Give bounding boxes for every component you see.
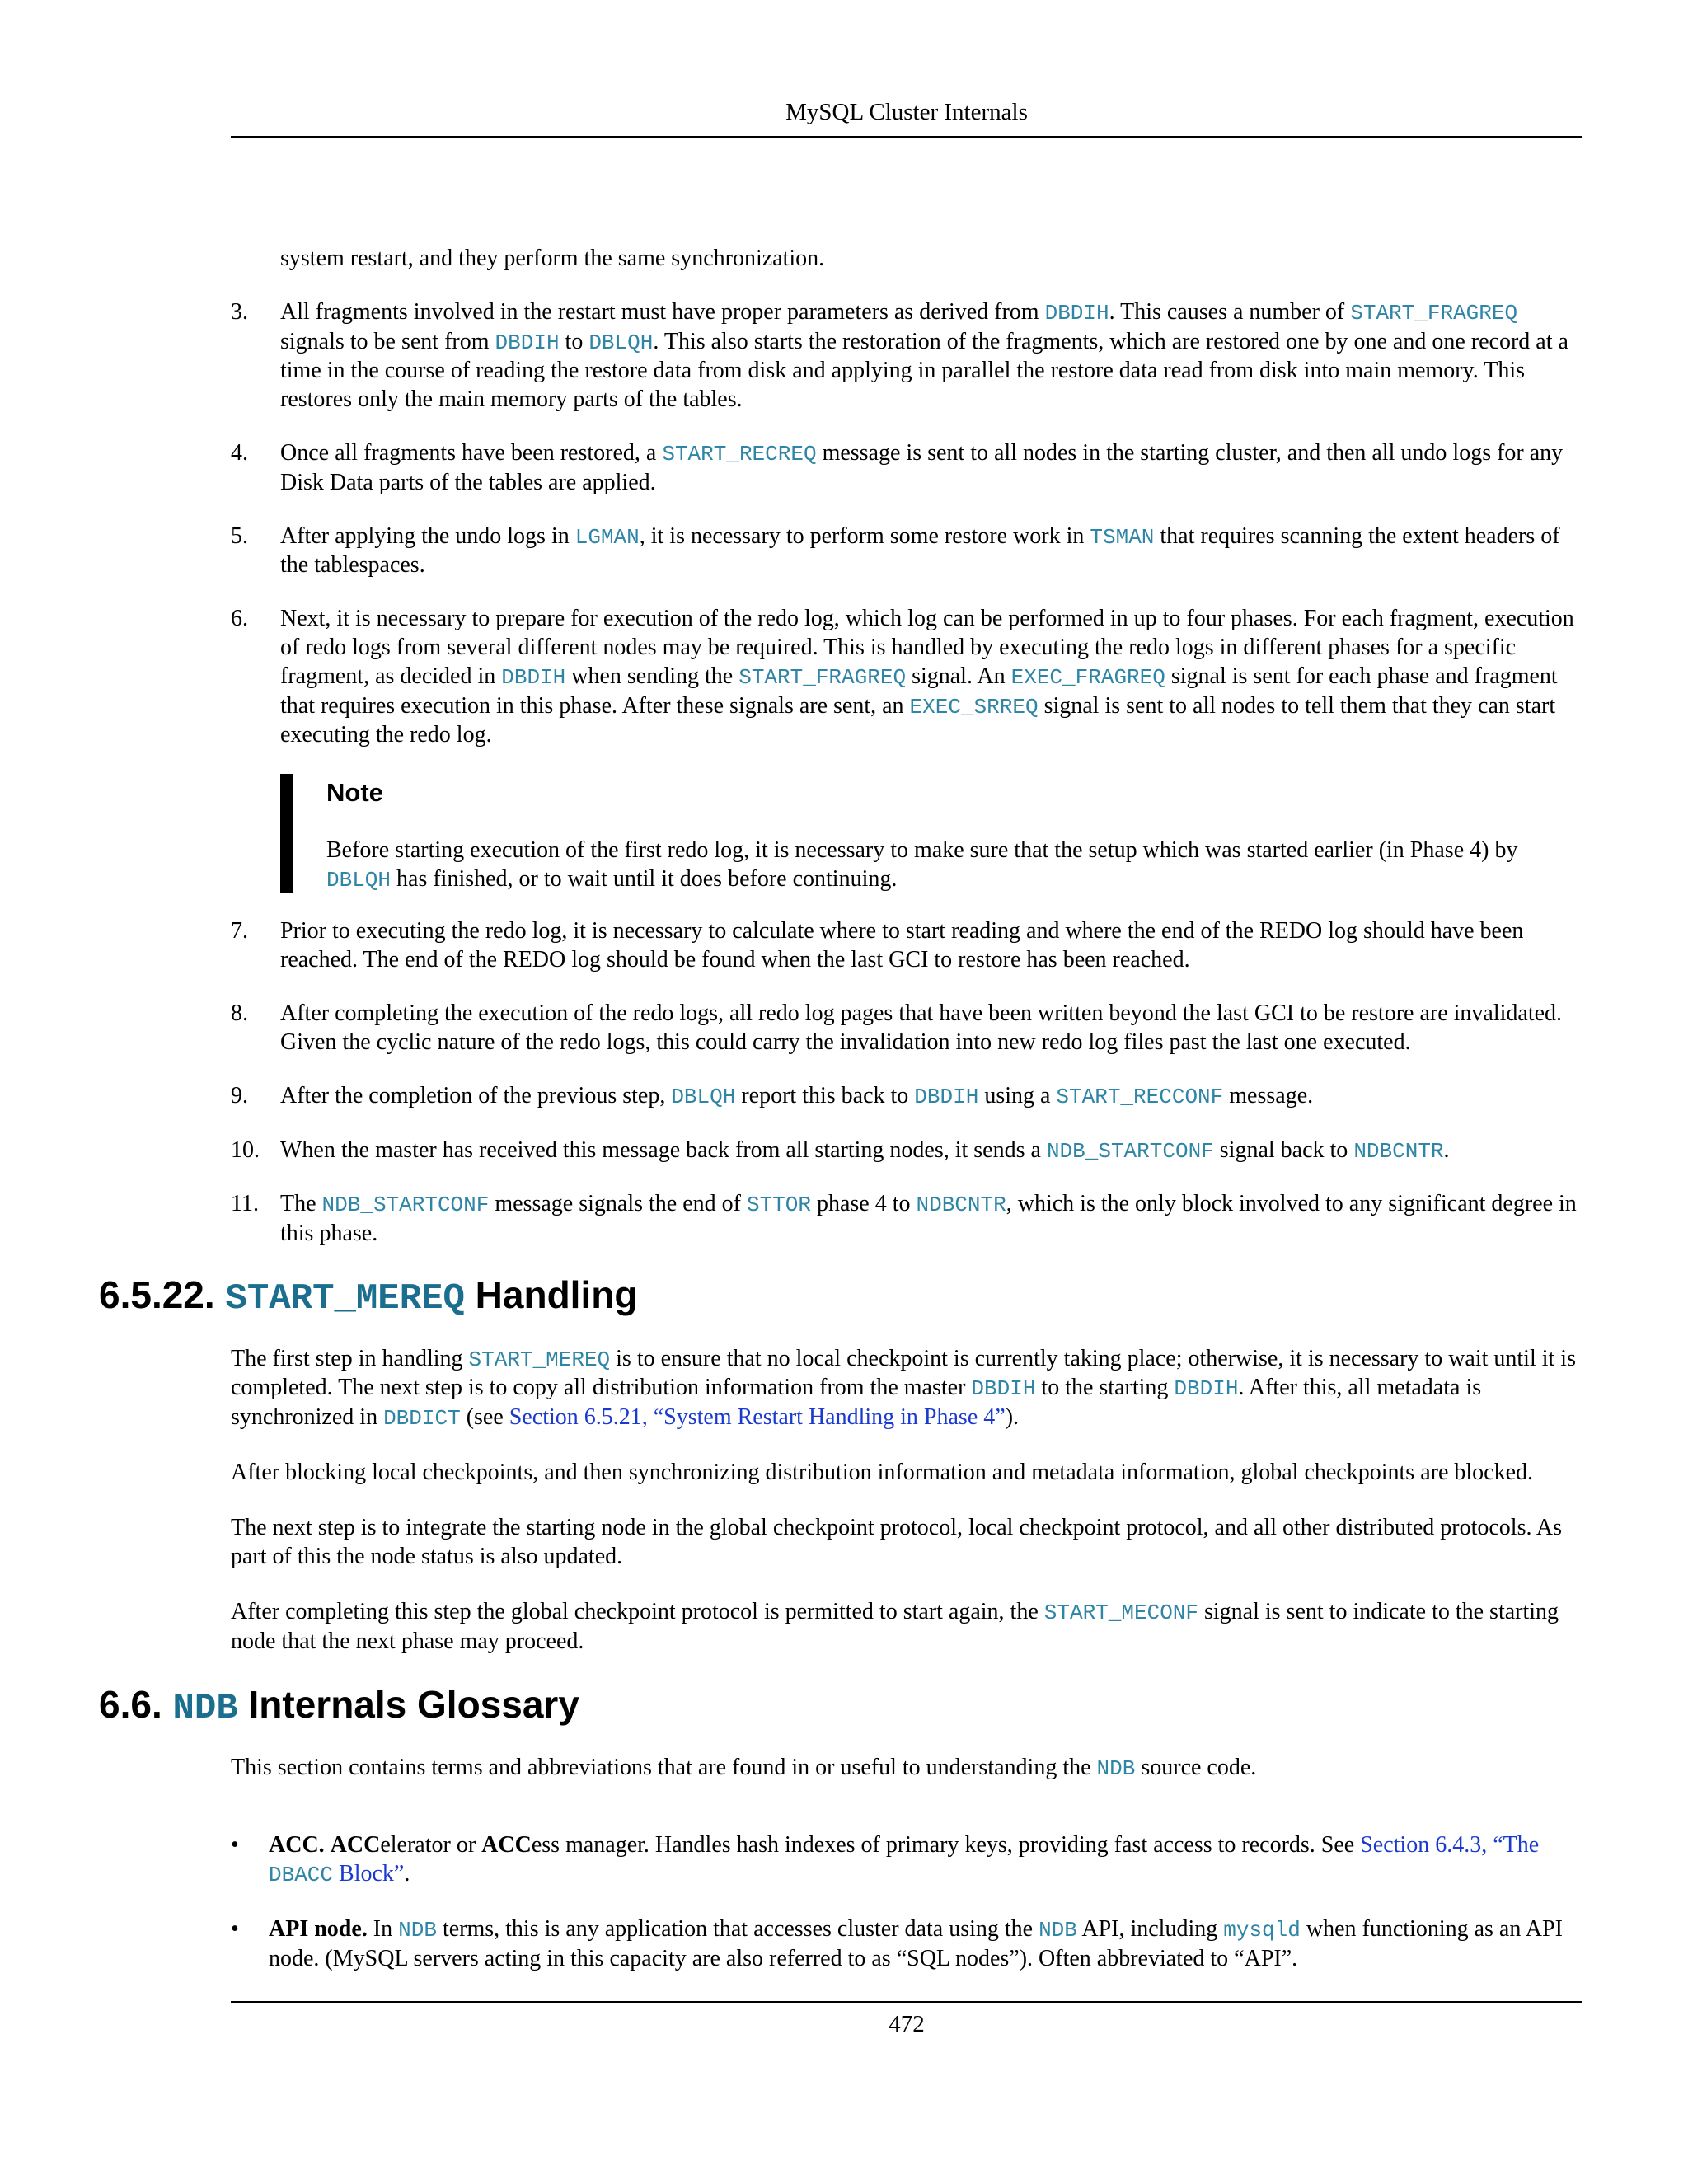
code-ref[interactable]: NDBCNTR	[916, 1193, 1006, 1218]
code-ref[interactable]: NDB_STARTCONF	[1046, 1138, 1214, 1164]
list-item: 4. Once all fragments have been restored, a START_RECREQ message is sent to all nodes in the starting cluster, and then all undo logs for any Disk Data parts of the tables are applied.	[231, 440, 1564, 495]
list-number: 10.	[231, 1137, 260, 1163]
paragraph: This section contains terms and abbreviations that are found in or useful to understanding the NDB source code.	[231, 1755, 1257, 1782]
paragraph: The next step is to integrate the starting node in the global checkpoint protocol, local checkpoint protocol, and all other distributed protocols. As part of this the node status is also updated.	[231, 1515, 1563, 1570]
list-number: 5.	[231, 523, 248, 549]
list-number: 8.	[231, 1001, 248, 1027]
heading-code: START_MEREQ	[225, 1277, 465, 1319]
list-item: 11. The NDB_STARTCONF message signals the end of STTOR phase 4 to NDBCNTR, which is the only block involved to any significant degree in this phase.	[231, 1191, 1577, 1246]
code-ref[interactable]: EXEC_FRAGREQ	[1010, 665, 1165, 690]
list-number: 4.	[231, 440, 248, 466]
code-ref[interactable]: DBDIH	[501, 665, 566, 690]
code-ref[interactable]: NDB	[1039, 1918, 1077, 1943]
paragraph: The first step in handling START_MEREQ is to ensure that no local checkpoint is currently taking place; otherwise, it is necessary to wait until it is completed. The next step is to copy all distribution information from the master DBDIH to the starting DBDIH. After this, all metadata is synchronized in DBDICT (see Section 6.5.21, “System Restart Handling in Phase 4”).	[231, 1345, 1576, 1431]
section-heading-6-6: 6.6. NDB Internals Glossary	[99, 1682, 579, 1729]
header-rule	[231, 136, 1582, 138]
code-ref[interactable]: DBLQH	[588, 330, 654, 355]
code-ref[interactable]: NDBCNTR	[1353, 1138, 1444, 1164]
restart-steps-list	[231, 298, 1582, 749]
footer-rule	[231, 2001, 1582, 2003]
list-item: 3. All fragments involved in the restart must have proper parameters as derived from DBDIH. This causes a number of START_FRAGREQ signals to be sent from DBDIH to DBLQH. This also starts the restoration of the fragments, which are restored one by one and one record at a time in the course of reading the restore data from disk and applying in parallel the restore data read from disk into main memory. This restores only the main memory parts of the tables.	[231, 299, 1568, 412]
note-title: Note	[326, 778, 383, 807]
code-ref[interactable]: NDB	[398, 1918, 437, 1943]
code-ref[interactable]: START_MECONF	[1043, 1601, 1198, 1626]
list-item: 7. Prior to executing the redo log, it is necessary to calculate where to start reading and where the end of the REDO log should have been reached. The end of the REDO log should be found when the last GCI to restore has been reached.	[231, 918, 1524, 973]
running-header: MySQL Cluster Internals	[785, 99, 1028, 125]
heading-code: NDB	[172, 1687, 238, 1729]
code-ref[interactable]: START_FRAGREQ	[1350, 301, 1518, 326]
code-ref[interactable]: DBDIH	[1174, 1376, 1239, 1402]
code-ref[interactable]: LGMAN	[574, 524, 640, 550]
code-ref[interactable]: DBDIH	[914, 1085, 979, 1110]
note-body: Before starting execution of the first redo log, it is necessary to make sure that the setup which was started earlier (in Phase 4) by DBLQH has finished, or to wait until it does before continuing.	[326, 837, 1518, 893]
section-link[interactable]: Section 6.4.3, “The DBACC Block”	[269, 1831, 1540, 1887]
list-item: 10. When the master has received this message back from all starting nodes, it sends a NDB_STARTCONF signal back to NDBCNTR.	[231, 1137, 1450, 1164]
list-number: 6.	[231, 606, 248, 631]
glossary-list	[231, 1830, 1582, 1973]
code-ref[interactable]: mysqld	[1223, 1918, 1301, 1943]
glossary-item: • API node. In NDB terms, this is any application that accesses cluster data using the NDB API, including mysqld when functioning as an API node. (MySQL servers acting in this capacity are also referred to as “SQL nodes”). Often abbreviated to “API”.	[231, 1916, 1563, 1971]
list-item: 5. After applying the undo logs in LGMAN, it is necessary to perform some restore work in TSMAN that requires scanning the extent headers of the tablespaces.	[231, 523, 1560, 578]
code-ref[interactable]: DBLQH	[671, 1085, 736, 1110]
bullet: •	[231, 1916, 239, 1943]
page-content	[99, 244, 1582, 1999]
code-ref[interactable]: START_FRAGREQ	[738, 665, 907, 690]
code-ref[interactable]: DBDIH	[971, 1376, 1036, 1402]
list-number: 7.	[231, 918, 248, 944]
code-ref[interactable]: NDB_STARTCONF	[321, 1193, 490, 1218]
list-number: 3.	[231, 299, 248, 325]
glossary-item: • ACC. ACCelerator or ACCess manager. Handles hash indexes of primary keys, providing fast access to records. See Section 6.4.3, “The DBACC Block”.	[231, 1831, 1540, 1887]
code-ref[interactable]: START_RECCONF	[1056, 1085, 1224, 1110]
list-item: 8. After completing the execution of the redo logs, all redo log pages that have been written beyond the last GCI to be restore are invalidated. Given the cyclic nature of the redo logs, this could carry the invalidation into new redo log files past the last one executed.	[231, 1001, 1563, 1056]
code-ref[interactable]: EXEC_SRREQ	[909, 694, 1039, 719]
list-number: 9.	[231, 1083, 248, 1109]
code-ref[interactable]: START_MEREQ	[468, 1347, 611, 1372]
section-heading-6-5-22: 6.5.22. START_MEREQ Handling	[99, 1272, 638, 1319]
code-ref[interactable]: STTOR	[746, 1193, 811, 1218]
list-item: 9. After the completion of the previous step, DBLQH report this back to DBDIH using a START_RECCONF message.	[231, 1083, 1314, 1110]
code-ref[interactable]: DBDICT	[383, 1405, 461, 1431]
code-ref[interactable]: DBDIH	[1044, 301, 1109, 326]
list-item: 6. Next, it is necessary to prepare for execution of the redo log, which log can be performed in up to four phases. For each fragment, execution of redo logs from several different nodes may be required. This is handled by executing the redo logs in different phases for a specific fragment, as decided in DBDIH when sending the START_FRAGREQ signal. An EXEC_FRAGREQ signal is sent for each phase and fragment that requires execution in this phase. After these signals are sent, an EXEC_SRREQ signal is sent to all nodes to tell them that they can start executing the redo log.	[231, 606, 1574, 748]
glossary-term: ACC.	[269, 1831, 325, 1858]
code-ref[interactable]: TSMAN	[1090, 524, 1155, 550]
code-ref[interactable]: DBLQH	[326, 867, 392, 893]
restart-steps-list-continued	[231, 916, 1582, 1248]
page-number: 472	[889, 2011, 925, 2037]
section-link[interactable]: Section 6.5.21, “System Restart Handling in Phase 4”	[509, 1404, 1006, 1430]
code-ref[interactable]: START_RECREQ	[662, 442, 817, 466]
code-ref[interactable]: NDB	[1096, 1756, 1136, 1782]
note-box	[280, 774, 1582, 893]
code-ref[interactable]: DBDIH	[495, 330, 560, 355]
continuation-paragraph: system restart, and they perform the same synchronization.	[280, 246, 825, 271]
paragraph: After blocking local checkpoints, and then synchronizing distribution information and metadata information, global checkpoints are blocked.	[231, 1460, 1534, 1486]
paragraph: After completing this step the global checkpoint protocol is permitted to start again, the START_MECONF signal is sent to indicate to the starting node that the next phase may proceed.	[231, 1599, 1559, 1654]
list-number: 11.	[231, 1191, 259, 1217]
glossary-term: API node.	[269, 1916, 368, 1943]
bullet: •	[231, 1831, 239, 1858]
